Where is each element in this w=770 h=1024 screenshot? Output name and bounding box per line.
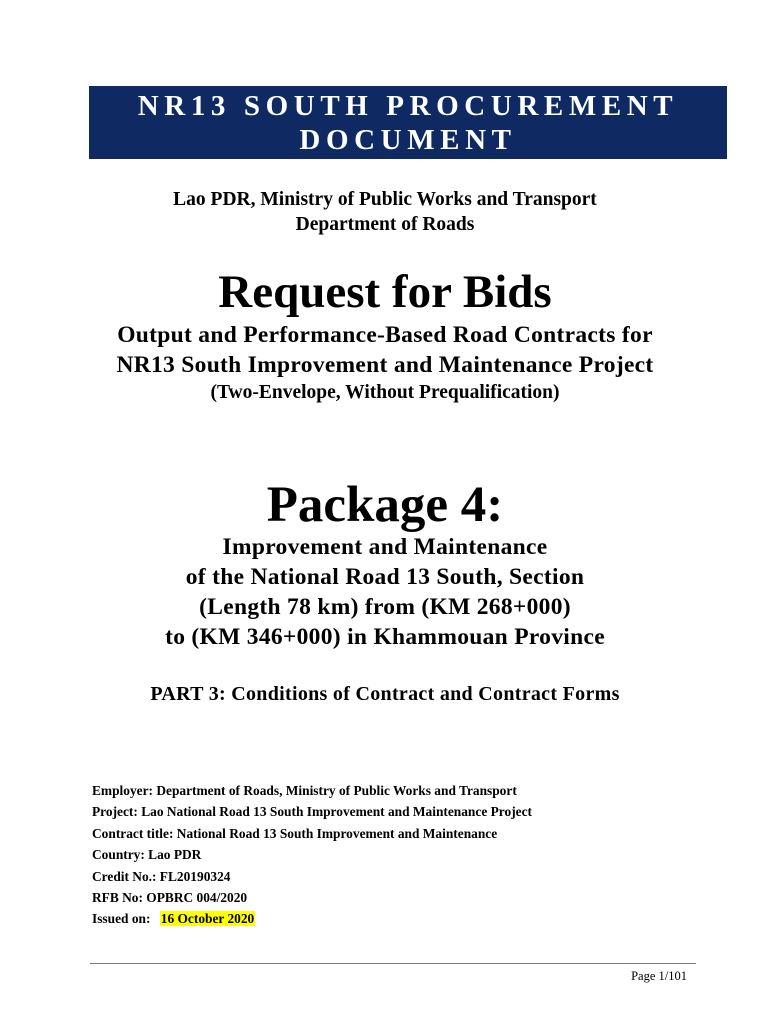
- contract-title-line: Contract title: National Road 13 South Improvement and Maintenance: [92, 825, 498, 841]
- rfb-number-line: RFB No: OPBRC 004/2020: [92, 890, 248, 906]
- footer-divider: [90, 963, 696, 964]
- banner-line-2: DOCUMENT: [299, 124, 517, 156]
- part-heading: PART 3: Conditions of Contract and Contract Forms: [150, 683, 620, 705]
- subtitle-line-2: NR13 South Improvement and Maintenance Project: [116, 352, 654, 378]
- issued-line: [92, 908, 532, 929]
- contract-details: [92, 780, 532, 930]
- issued-date: 16 October 2020: [160, 911, 255, 927]
- page-number: Page 1/101: [631, 969, 687, 983]
- department-name: Department of Roads: [295, 214, 475, 235]
- country-line: Country: Lao PDR: [92, 847, 202, 863]
- package-line-2: of the National Road 13 South, Section: [185, 564, 585, 590]
- package-line-1: Improvement and Maintenance: [222, 534, 548, 560]
- credit-line: Credit No.: FL20190324: [92, 868, 231, 884]
- document-banner: [89, 86, 727, 159]
- package-line-4: to (KM 346+000) in Khammouan Province: [165, 624, 605, 650]
- document-subtitle: [0, 320, 770, 380]
- subtitle-line-1: Output and Performance-Based Road Contracts for: [117, 322, 653, 348]
- package-description: [0, 532, 770, 652]
- employer-line: Employer: Department of Roads, Ministry of Public Works and Transport: [92, 783, 517, 798]
- package-title: Package 4:: [266, 477, 504, 533]
- issued-label: Issued on:: [92, 911, 151, 927]
- envelope-note: (Two-Envelope, Without Prequalification): [210, 382, 560, 403]
- document-title: Request for Bids: [218, 266, 552, 318]
- banner-line-1: NR13 SOUTH PROCUREMENT: [137, 90, 679, 122]
- issuer-header: [0, 187, 770, 237]
- project-line: Project: Lao National Road 13 South Improvement and Maintenance Project: [92, 804, 532, 820]
- ministry-name: Lao PDR, Ministry of Public Works and Transport: [173, 189, 597, 210]
- package-line-3: (Length 78 km) from (KM 268+000): [199, 594, 571, 620]
